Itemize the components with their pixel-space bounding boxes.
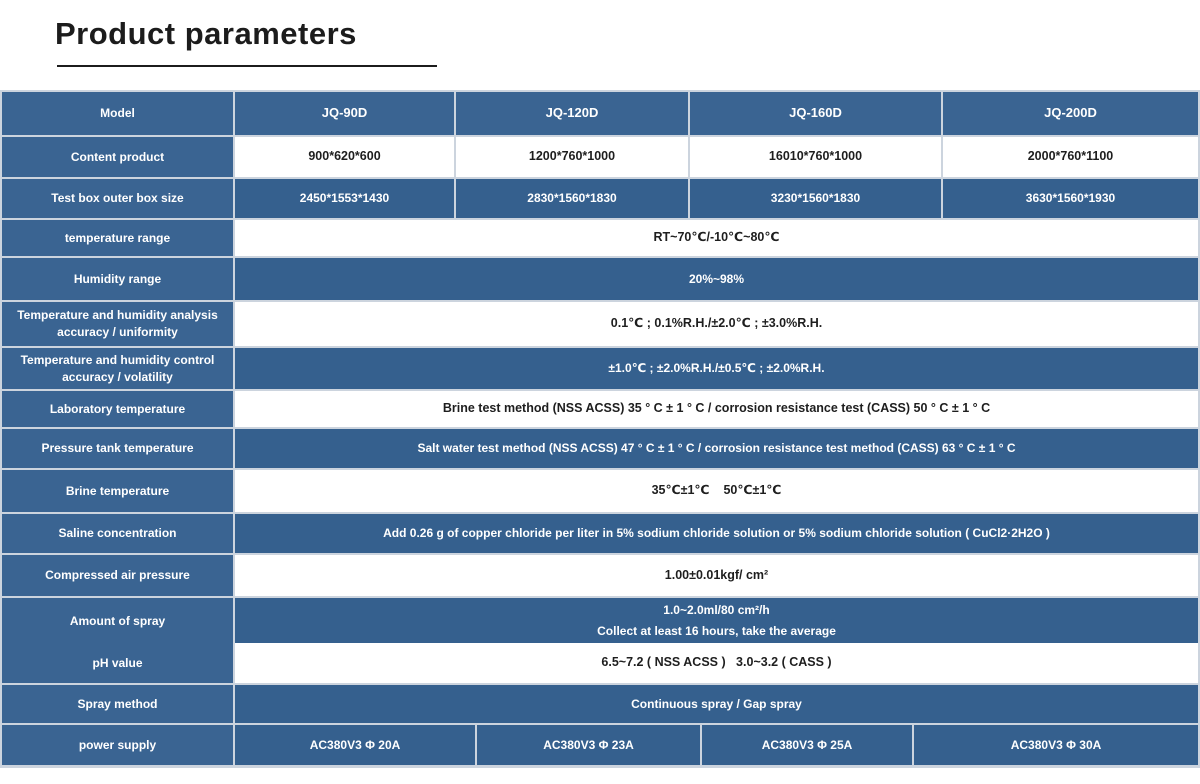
- pressure-tank-temperature-value: Salt water test method (NSS ACSS) 47 ° C ± 1 ° C / corrosion resistance test method (CASS) 63 ° C ± 1 ° C: [235, 429, 1198, 468]
- table-row-model: [2, 92, 1198, 135]
- power-supply-value-3: AC380V3 Φ 25A: [702, 725, 912, 765]
- content-product-value-1: 900*620*600: [235, 137, 454, 177]
- row-label-laboratory-temperature: Laboratory temperature: [2, 391, 233, 427]
- outer-box-value-4: 3630*1560*1930: [943, 179, 1198, 218]
- table-row-brine-temperature: [2, 470, 1198, 512]
- humidity-range-value: 20%~98%: [235, 258, 1198, 300]
- spray-method-value: Continuous spray / Gap spray: [235, 685, 1198, 723]
- table-row-pressure-tank-temperature: [2, 429, 1198, 468]
- power-supply-value-2: AC380V3 Φ 23A: [477, 725, 700, 765]
- amount-of-spray-line2: Collect at least 16 hours, take the average: [597, 624, 836, 638]
- model-cell-jq200d: JQ-200D: [943, 92, 1198, 135]
- table-row-outer-box-size: [2, 179, 1198, 218]
- power-supply-value-1: AC380V3 Φ 20A: [235, 725, 475, 765]
- saline-concentration-value: Add 0.26 g of copper chloride per liter in 5% sodium chloride solution or 5% sodium chloride solution ( CuCl2·2H2O ): [235, 514, 1198, 553]
- table-row-temperature-range: [2, 220, 1198, 256]
- ph-value-value: 6.5~7.2 ( NSS ACSS ) 3.0~3.2 ( CASS ): [235, 643, 1198, 683]
- outer-box-value-3: 3230*1560*1830: [690, 179, 941, 218]
- row-label-ph-value: pH value: [2, 643, 233, 683]
- row-label-analysis-accuracy: Temperature and humidity analysis accuracy / uniformity: [2, 302, 233, 346]
- row-label-spray-method: Spray method: [2, 685, 233, 723]
- power-supply-value-4: AC380V3 Φ 30A: [914, 725, 1198, 765]
- title-underline: [57, 65, 437, 67]
- row-label-amount-of-spray: Amount of spray: [2, 598, 233, 644]
- model-cell-jq160d: JQ-160D: [690, 92, 941, 135]
- model-cell-jq90d: JQ-90D: [235, 92, 454, 135]
- table-row-spray-method: [2, 685, 1198, 723]
- control-accuracy-value: ±1.0℃ ; ±2.0%R.H./±0.5℃ ; ±2.0%R.H.: [235, 348, 1198, 389]
- table-row-control-accuracy: [2, 348, 1198, 389]
- amount-of-spray-value: [235, 598, 1198, 644]
- table-row-laboratory-temperature: [2, 391, 1198, 427]
- table-row-compressed-air-pressure: [2, 555, 1198, 596]
- content-product-value-3: 16010*760*1000: [690, 137, 941, 177]
- compressed-air-pressure-value: 1.00±0.01kgf/ cm²: [235, 555, 1198, 596]
- table-row-power-supply: [2, 725, 1198, 765]
- analysis-accuracy-value: 0.1℃ ; 0.1%R.H./±2.0℃ ; ±3.0%R.H.: [235, 302, 1198, 346]
- row-label-compressed-air-pressure: Compressed air pressure: [2, 555, 233, 596]
- row-label-outer-box-size: Test box outer box size: [2, 179, 233, 218]
- row-label-temperature-range: temperature range: [2, 220, 233, 256]
- row-label-content-product: Content product: [2, 137, 233, 177]
- laboratory-temperature-value: Brine test method (NSS ACSS) 35 ° C ± 1 ° C / corrosion resistance test (CASS) 50 ° C ± 1 ° C: [235, 391, 1198, 427]
- temperature-range-value: RT~70℃/-10℃~80℃: [235, 220, 1198, 256]
- brine-temperature-value: 35℃±1℃ 50℃±1℃: [235, 470, 1198, 512]
- row-label-pressure-tank-temperature: Pressure tank temperature: [2, 429, 233, 468]
- table-row-ph-value: [2, 643, 1198, 683]
- product-parameters-table: [0, 90, 1200, 768]
- outer-box-value-2: 2830*1560*1830: [456, 179, 688, 218]
- table-row-analysis-accuracy: [2, 302, 1198, 346]
- content-product-value-4: 2000*760*1100: [943, 137, 1198, 177]
- row-label-model: Model: [2, 92, 233, 135]
- table-row-amount-of-spray: [2, 598, 1198, 641]
- row-label-power-supply: power supply: [2, 725, 233, 765]
- content-product-value-2: 1200*760*1000: [456, 137, 688, 177]
- row-label-brine-temperature: Brine temperature: [2, 470, 233, 512]
- outer-box-value-1: 2450*1553*1430: [235, 179, 454, 218]
- row-label-saline-concentration: Saline concentration: [2, 514, 233, 553]
- row-label-control-accuracy: Temperature and humidity control accuracy / volatility: [2, 348, 233, 389]
- table-row-saline-concentration: [2, 514, 1198, 553]
- amount-of-spray-line1: 1.0~2.0ml/80 cm²/h: [663, 603, 770, 617]
- model-cell-jq120d: JQ-120D: [456, 92, 688, 135]
- row-label-humidity-range: Humidity range: [2, 258, 233, 300]
- page-title: Product parameters: [55, 16, 357, 51]
- table-row-content-product: [2, 137, 1198, 177]
- table-row-humidity-range: [2, 258, 1198, 300]
